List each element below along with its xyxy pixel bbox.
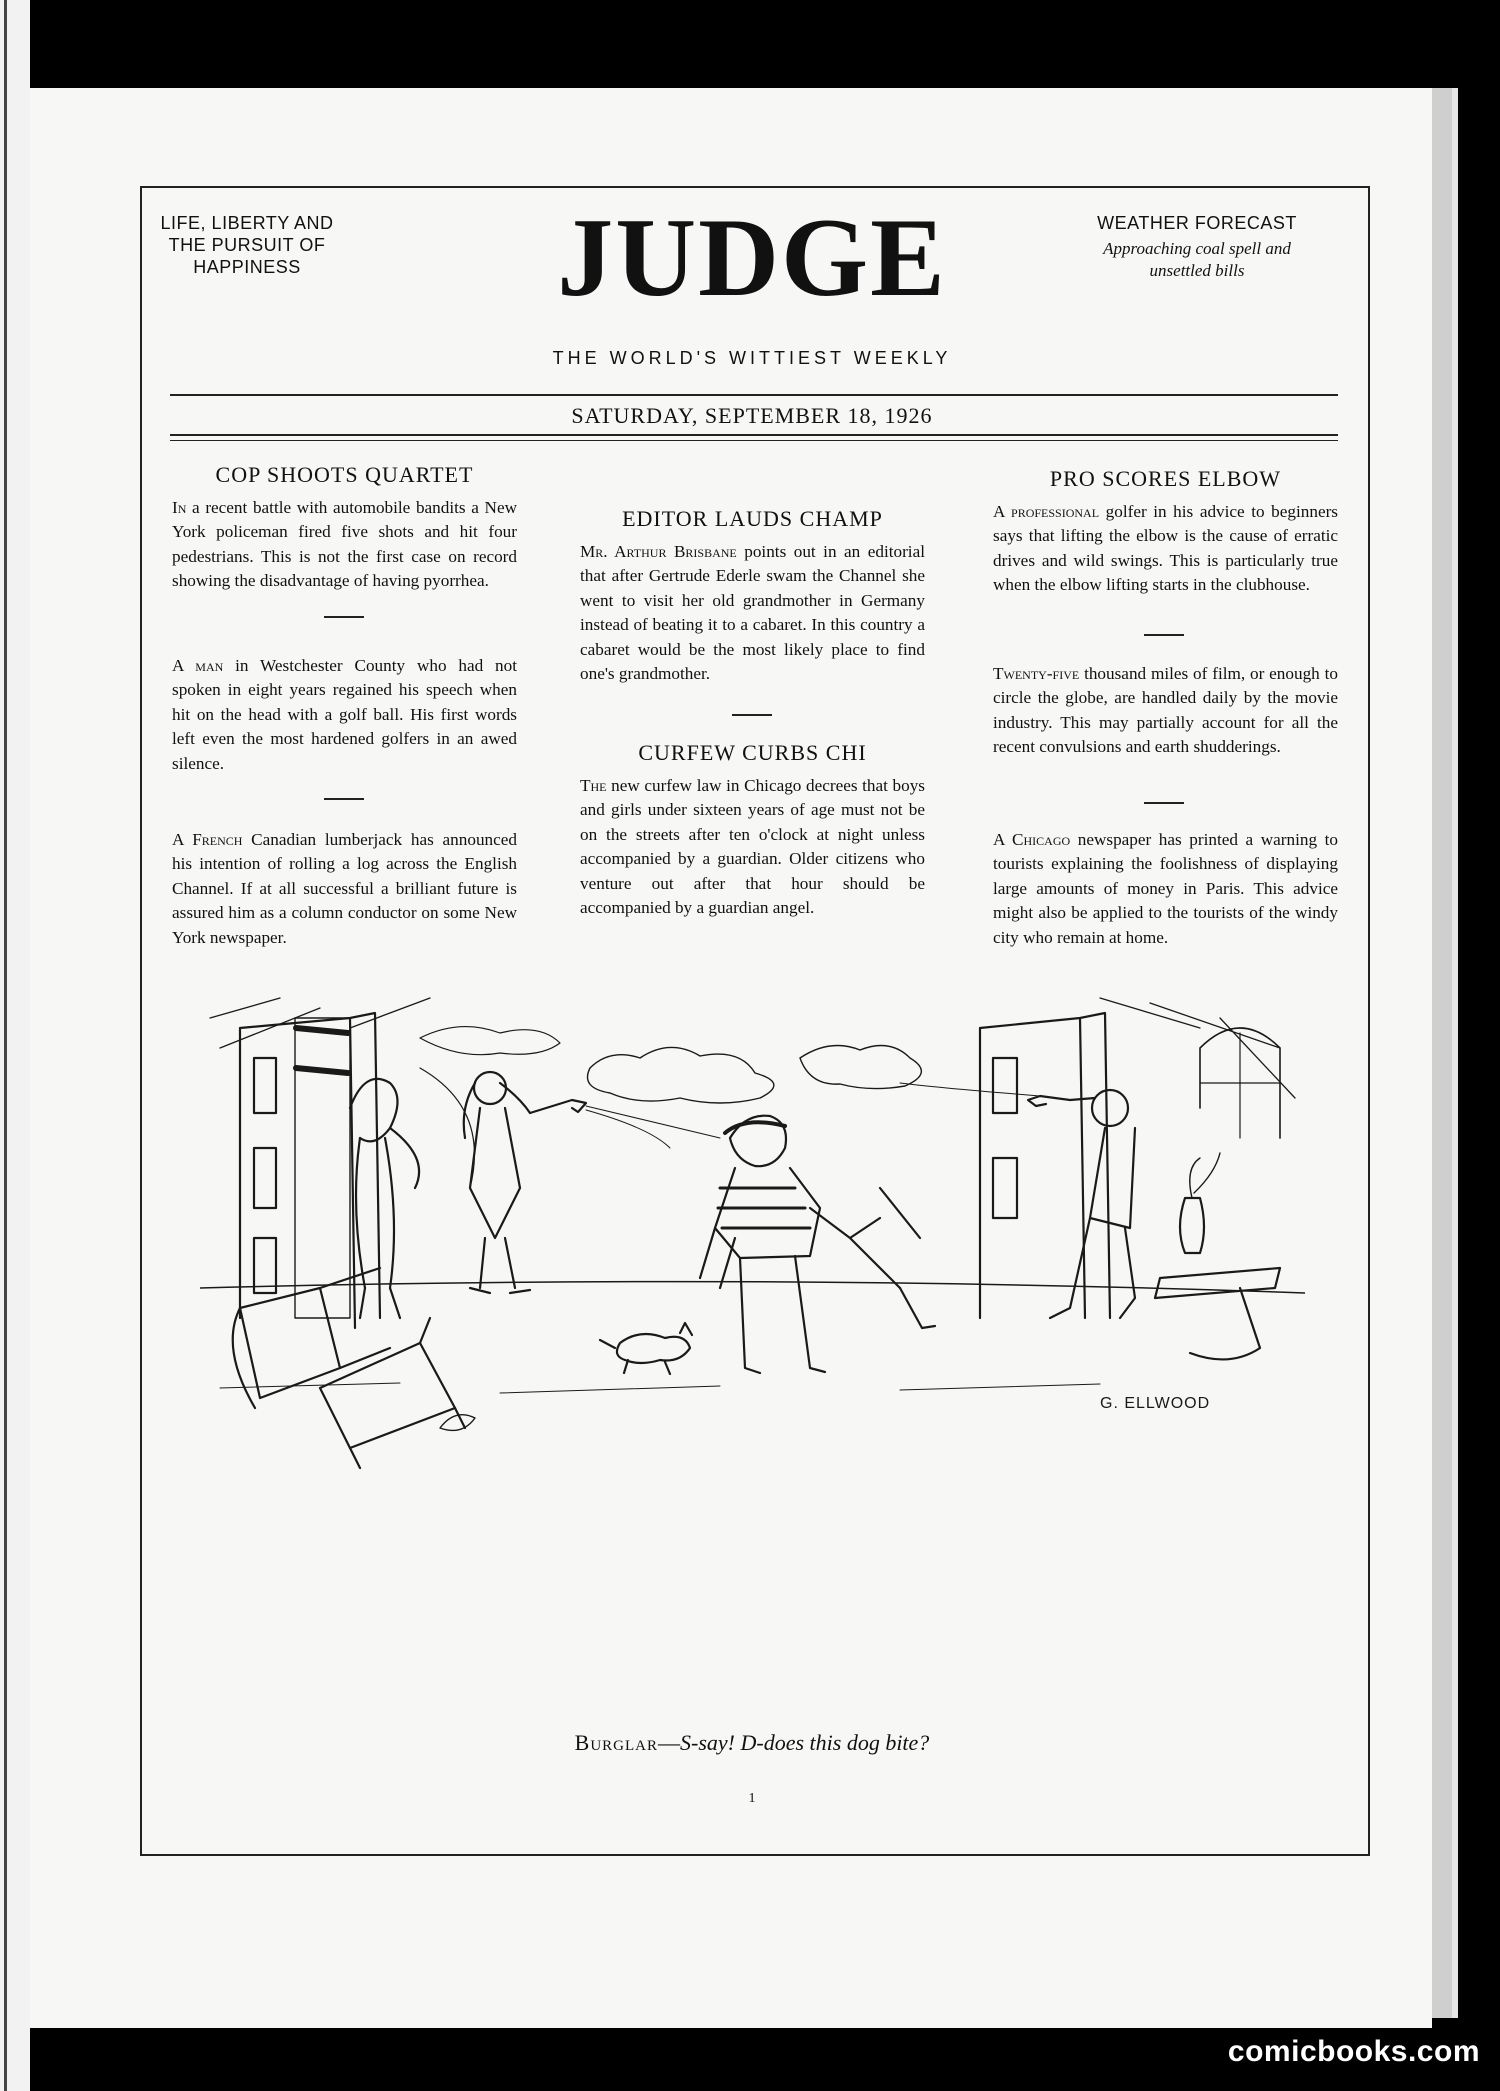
- scan-page-stack-edge: [1430, 88, 1458, 2018]
- article-pro-scores-elbow: [993, 466, 1338, 598]
- lead-in: A man: [172, 656, 224, 675]
- separator-dash: [324, 616, 364, 618]
- article-text: newspaper has printed a warning to tourists explaining the foolishness of displaying large amounts of money in Paris. This advice might also be applied to the tourists of the windy city who remain at home.: [993, 830, 1339, 947]
- cartoon-caption: [372, 1730, 1132, 1756]
- headline: COP SHOOTS QUARTET: [215, 462, 474, 487]
- article-body: [580, 774, 925, 920]
- article-text: in Westchester County who had not spoken in eight years regained his speech when hit on the head with a golf ball. His first words left even the most hardened golfers in an awed silence.: [172, 656, 518, 773]
- caption-speaker: Burglar: [574, 1730, 659, 1755]
- headline: CURFEW CURBS CHI: [638, 740, 867, 765]
- weather-text: Approaching coal spell and unsettled bills: [1103, 239, 1291, 280]
- article-text: a recent battle with automobile bandits a New York policeman fired five shots and hit four pedestrians. This is not the first case on record showing the disadvantage of having pyorrhea.: [172, 498, 517, 591]
- masthead-tagline: THE WORLD'S WITTIEST WEEKLY: [552, 348, 952, 368]
- issue-date: SATURDAY, SEPTEMBER 18, 1926: [571, 403, 933, 428]
- separator-dash: [732, 714, 772, 716]
- lead-in: In: [172, 498, 187, 517]
- article-golf-speech: [172, 654, 517, 776]
- caption-dash: —: [658, 1730, 681, 1755]
- article-body: [172, 828, 517, 950]
- scan-left-page-edge: [0, 0, 30, 2091]
- separator-dash: [324, 798, 364, 800]
- separator-dash: [1144, 802, 1184, 804]
- lead-in: Twenty-five: [993, 664, 1080, 683]
- article-text: new curfew law in Chicago decrees that boys and girls under sixteen years of age must not be on the streets after ten o'clock at night unless accompanied by a guardian. Older citizens who venture out after that hour should be accompanied by a guardian angel.: [580, 776, 925, 918]
- article-text: thousand miles of film, or enough to circle the globe, are handled daily by the movie industry. This may partially account for all the recent convulsions and earth shudderings.: [993, 664, 1338, 757]
- lead-in: A professional: [993, 502, 1100, 521]
- article-movie-film: [993, 662, 1338, 760]
- lead-in: The: [580, 776, 607, 795]
- separator-dash: [1144, 634, 1184, 636]
- article-body: [993, 828, 1338, 950]
- article-lumberjack: [172, 828, 517, 950]
- burglar-cartoon-illustration: [200, 988, 1305, 1508]
- motto-line-2: THE PURSUIT OF: [168, 235, 326, 255]
- magazine-page: [30, 88, 1432, 2028]
- article-chicago-tourists: [993, 828, 1338, 950]
- motto-line-1: LIFE, LIBERTY AND: [160, 213, 334, 233]
- watermark: comicbooks.com: [1227, 2035, 1480, 2068]
- motto-line-3: HAPPINESS: [193, 257, 301, 277]
- lead-in: Mr. Arthur Brisbane: [580, 542, 737, 561]
- masthead-title: JUDGE: [557, 196, 947, 320]
- article-curfew-curbs-chi: [580, 740, 925, 920]
- masthead-motto: [137, 212, 357, 278]
- article-text: golfer in his advice to beginners says that lifting the elbow is the cause of erratic drives and wild swings. This is particularly true when the elbow lifting starts in the clubhouse.: [993, 502, 1338, 595]
- lead-in: A Chicago: [993, 830, 1071, 849]
- cartoon-signature: G. ELLWOOD: [1100, 1395, 1211, 1412]
- article-body: [993, 662, 1338, 760]
- masthead-rule-bottom: [170, 434, 1338, 441]
- article-body: [580, 540, 925, 686]
- headline: EDITOR LAUDS CHAMP: [622, 506, 883, 531]
- lead-in: A French: [172, 830, 243, 849]
- page-number: 1: [748, 1791, 756, 1806]
- article-text: Canadian lumberjack has announced his intention of rolling a log across the English Channel. If at all successful a brilliant future is assured him as a column conductor on some New York newspaper.: [172, 830, 517, 947]
- article-text: points out in an editorial that after Gertrude Ederle swam the Channel she went to visit her old grandmother in Germany instead of beating it to a cabaret. In this country a cabaret would be the most likely place to find one's grandmother.: [580, 542, 925, 684]
- article-cop-shoots-quartet: [172, 462, 517, 594]
- page-content: [72, 88, 1430, 2028]
- article-editor-lauds-champ: [580, 506, 925, 686]
- article-body: [993, 500, 1338, 598]
- caption-quote: S-say! D-does this dog bite?: [680, 1730, 930, 1755]
- masthead-rule-top: [170, 394, 1338, 396]
- headline: PRO SCORES ELBOW: [1049, 466, 1282, 491]
- article-body: [172, 496, 517, 594]
- weather-forecast-box: [1072, 212, 1322, 282]
- article-body: [172, 654, 517, 776]
- weather-heading: WEATHER FORECAST: [1097, 213, 1297, 233]
